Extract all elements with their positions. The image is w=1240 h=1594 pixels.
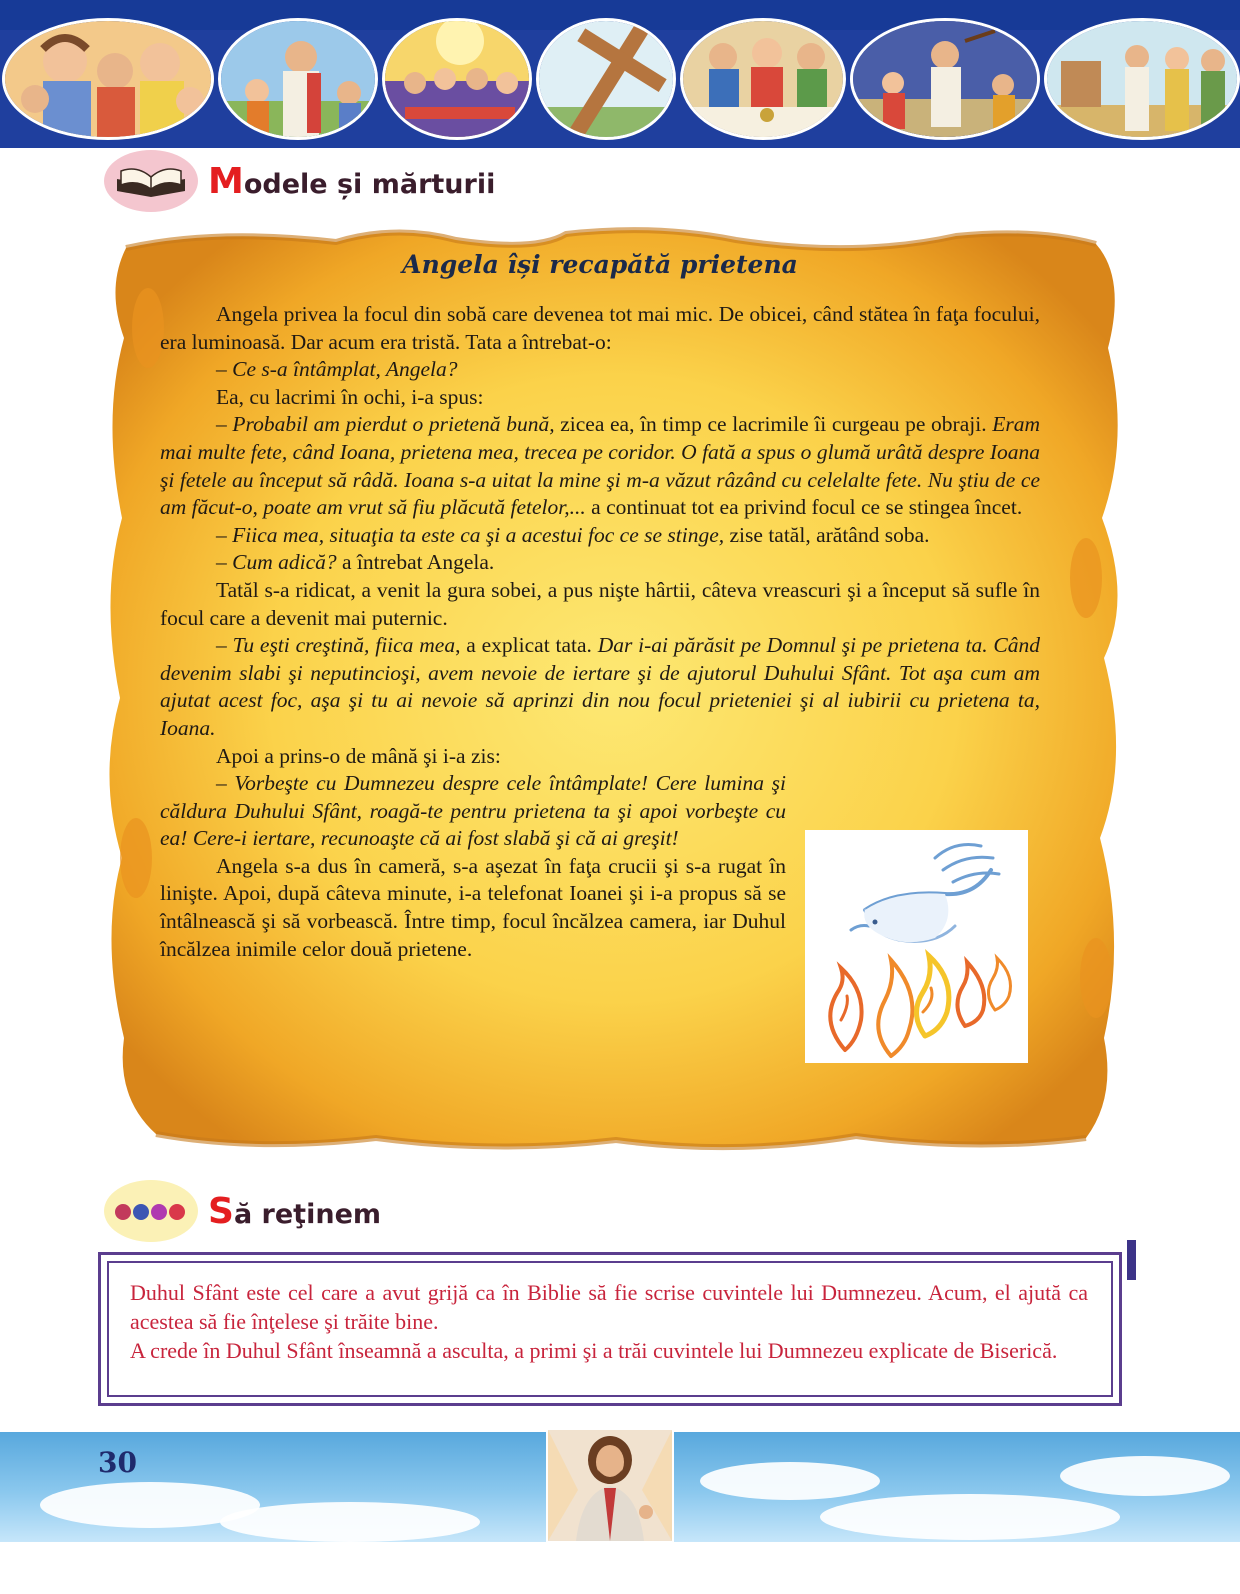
scene-holy-family-image (2, 18, 214, 140)
story-paragraph: Angela s-a dus în cameră, s-a aşezat în faţa crucii şi s-a rugat în linişte. Apoi, după câteva minute, i-a telefonat Ioanei şi i-a propus să se întâlnească şi să vorbească. Între timp, focul încălzea camera, iar Duhul încălzea inimile celor două prietene. (160, 853, 786, 961)
dialogue-normal: a continuat tot ea privind focul ce se stingea încet. (585, 495, 1023, 520)
section-title-initial: S (208, 1190, 234, 1232)
dialogue-normal: zicea ea, în timp ce lacrimile îi curgeau pe obraji. (554, 412, 993, 437)
cloud-shape (220, 1502, 480, 1542)
section-title (208, 161, 495, 202)
scene-cross-image (536, 18, 676, 140)
story-paragraph: Ea, cu lacrimi în ochi, i-a spus: (216, 384, 484, 409)
retain-text (130, 1278, 1088, 1365)
story-paragraph: Angela privea la focul din sobă care devenea tot mai mic. De obicei, când stătea în faţa focului, era luminoasă. Dar acum era tristă. Tata a întrebat-o: (160, 302, 1040, 354)
scene-disciples-walking-image (1044, 18, 1240, 140)
dialogue-italic: – Probabil am pierdut o prietenă bună, (216, 412, 555, 437)
story-paragraph (160, 549, 1040, 577)
story-paragraph: – Vorbeşte cu Dumnezeu despre cele întâmplate! Cere lumina şi căldura Duhului Sfânt, roagă-te pentru prietena ta şi apoi vorbeşte cu ea! Cere-i iertare, recunoaşte că ai fost slabă şi că ai greşit! (160, 771, 786, 851)
scene-temple-cleansing-image (850, 18, 1040, 140)
dialogue-italic: – Tu eşti creştină, fiica mea (216, 633, 456, 658)
jesus-portrait-icon (546, 1428, 674, 1543)
section-heading-models (104, 150, 495, 212)
retain-paragraph: Duhul Sfânt este cel care a avut grijă ca în Biblie să fie scrise cuvintele lui Dumnezeu. Acum, el ajută ca acestea să fie înţelese şi trăite bine. (130, 1280, 1088, 1334)
open-book-icon (104, 150, 198, 212)
story-paragraph (160, 411, 1040, 521)
section-title-initial: M (208, 160, 244, 202)
section-title (208, 1191, 381, 1232)
cloud-shape (700, 1462, 880, 1500)
section-title-rest: odele și mărturii (243, 168, 496, 200)
scene-jesus-with-children-image (218, 18, 378, 140)
story-paragraph: – Ce s-a întâmplat, Angela? (216, 357, 458, 382)
dove-and-flames-icon (805, 830, 1028, 1063)
retain-box-accent-bar (1127, 1240, 1136, 1280)
page-number: 30 (98, 1446, 137, 1479)
dialogue-normal: zise tatăl, arătând soba. (724, 522, 930, 547)
story-paragraph (160, 632, 1040, 742)
dialogue-italic: Eram mai multe fete, când Ioana, prietena mea, trecea pe coridor. O fată a spus o glumă urâtă despre Ioana şi fetele au început să râdă. Ioana s-a uitat la mine şi m-a văzut râzând cu celelalte fete. Nu ştiu de ce am făcut-o, poate am vrut să fiu plăcută fetelor,... (160, 412, 1040, 520)
top-banner (0, 0, 1240, 148)
dialogue-normal: , a explicat tata. (455, 633, 598, 658)
story-paragraph: Tatăl s-a ridicat, a venit la gura sobei, a pus nişte hârtii, câteva vreascuri şi a început să sufle în focul care a devenit mai puternic. (160, 577, 1040, 630)
dialogue-italic: – Cum adică? (216, 550, 337, 575)
story-title: Angela își recapătă prietena (402, 250, 798, 279)
section-heading-retain (104, 1180, 381, 1242)
retain-paragraph: A crede în Duhul Sfânt înseamnă a asculta, a primi şi a trăi cuvintele lui Dumnezeu explicate de Biserică. (130, 1338, 1058, 1363)
story-paragraph (160, 522, 1040, 550)
scene-last-supper-image (680, 18, 846, 140)
dialogue-italic: – Fiica mea, situaţia ta este ca şi a acestui foc ce se stinge, (216, 522, 725, 547)
cloud-shape (820, 1494, 1120, 1540)
section-title-rest: ă reţinem (233, 1198, 382, 1230)
colored-dots-icon (104, 1180, 198, 1242)
dialogue-normal: a întrebat Angela. (336, 550, 495, 575)
cloud-shape (1060, 1456, 1230, 1496)
story-paragraph: Apoi a prins-o de mână şi i-a zis: (216, 743, 501, 768)
scene-pentecost-image (382, 18, 532, 140)
dialogue-italic: Dar i-ai părăsit pe Domnul şi pe prietena ta. Când devenim slabi şi neputincioşi, avem nevoie de iertare şi de ajutorul Duhului Sfânt. Tot aşa cum am ajutat acest foc, aşa şi tu ai nevoie să aprinzi din nou focul prieteniei şi al iubirii cu prietena ta, Ioana. (160, 633, 1040, 740)
